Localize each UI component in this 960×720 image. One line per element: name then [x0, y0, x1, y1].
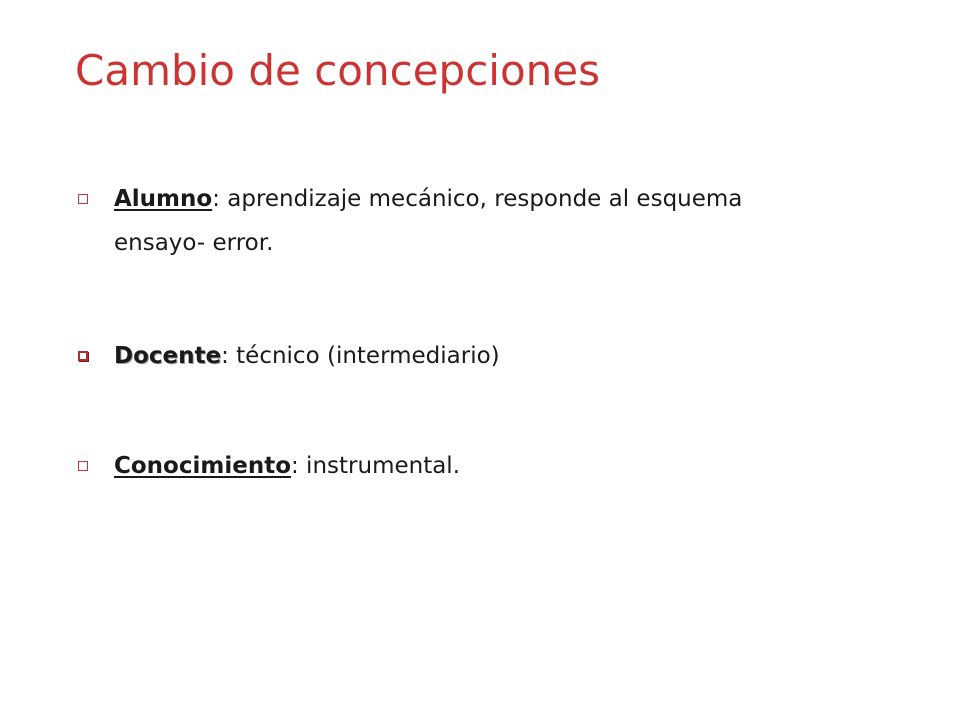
bullet-term: Conocimiento — [114, 453, 291, 479]
bullet-item-conocimiento — [78, 444, 838, 488]
bullet-description: aprendizaje mecánico, responde al esquema ensayo- error. — [114, 186, 743, 256]
bullet-separator: : — [212, 186, 220, 212]
bullet-text — [78, 177, 838, 265]
bullet-term: Alumno — [114, 186, 213, 212]
bullet-term: Docente — [114, 343, 222, 369]
hollow-square-bullet-icon — [78, 194, 88, 204]
slide-title: Cambio de concepciones — [75, 46, 600, 95]
bullet-separator: : — [221, 343, 229, 369]
bullet-text — [78, 444, 838, 488]
bullet-description: instrumental. — [298, 453, 461, 479]
bullet-item-docente — [78, 334, 838, 378]
hollow-square-bullet-icon — [78, 351, 88, 361]
bullet-text — [78, 334, 838, 378]
bullet-description: técnico (intermediario) — [228, 343, 500, 369]
hollow-square-bullet-icon — [78, 461, 88, 471]
bullet-separator: : — [291, 453, 299, 479]
bullet-item-alumno — [78, 177, 838, 265]
